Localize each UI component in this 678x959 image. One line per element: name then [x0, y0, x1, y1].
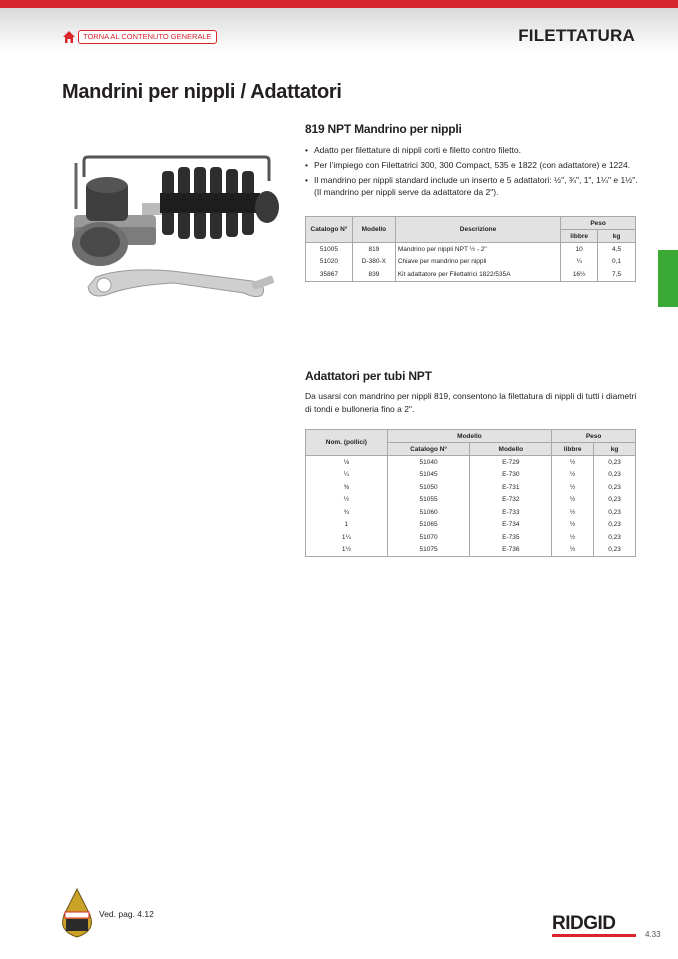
page-title: Mandrini per nippli / Adattatori	[62, 81, 342, 103]
logo-text: RIDGID	[552, 913, 616, 934]
col-header: kg	[594, 443, 636, 456]
table-row	[306, 243, 636, 256]
col-header: Catalogo N°	[306, 217, 353, 243]
ridgid-logo	[552, 913, 616, 935]
cell: 1¼	[306, 531, 388, 544]
table-row	[306, 481, 636, 494]
bullet-item	[305, 174, 640, 198]
col-header: Catalogo N°	[387, 443, 470, 456]
cell: E-734	[470, 519, 552, 532]
table-row	[306, 531, 636, 544]
product1-bullets	[305, 144, 640, 201]
cell: ½	[552, 506, 594, 519]
col-header: kg	[598, 230, 636, 243]
product2-title: Adattatori per tubi NPT	[305, 369, 432, 383]
cell: ¼	[561, 256, 598, 269]
section-title: FILETTATURA	[518, 26, 635, 45]
back-link-label[interactable]: TORNA AL CONTENUTO GENERALE	[78, 30, 217, 44]
cell: ½	[552, 481, 594, 494]
chuck-table	[305, 216, 636, 282]
cell: ⅜	[306, 481, 388, 494]
cell: 819	[352, 243, 395, 256]
cell: ½	[552, 544, 594, 557]
cell: E-735	[470, 531, 552, 544]
col-header: Peso	[561, 217, 636, 230]
cell: 10	[561, 243, 598, 256]
cell: Kit adattatore per Filettatrici 1822/535A	[395, 268, 560, 281]
cutting-oil-icon	[60, 887, 94, 939]
table-row	[306, 544, 636, 557]
bullet-item: • Per l’impiego con Filettatrici 300, 300 Compact, 535 e 1822 (con adattatore) e 1224.	[305, 159, 640, 171]
table-row	[306, 256, 636, 269]
cell: 1½	[306, 544, 388, 557]
home-icon	[62, 30, 76, 44]
cell: ¼	[306, 469, 388, 482]
cell: 16½	[561, 268, 598, 281]
page-number: 4.33	[645, 930, 661, 939]
cell: 51005	[306, 243, 353, 256]
cell: 51075	[387, 544, 470, 557]
cell: E-730	[470, 469, 552, 482]
logo-underline	[552, 934, 636, 937]
col-header: Modello	[352, 217, 395, 243]
table-row	[306, 456, 636, 469]
product2-description: Da usarsi con mandrino per nippli 819, consentono la filettatura di nippli di tutti i diametri di tondi e bulloneria fino a 2".	[305, 391, 637, 414]
table-row	[306, 494, 636, 507]
product1-title: 819 NPT Mandrino per nippli	[305, 122, 462, 136]
cell: 51055	[387, 494, 470, 507]
top-red-bar	[0, 0, 678, 8]
table-row	[306, 519, 636, 532]
cell: 0,23	[594, 531, 636, 544]
back-to-contents-link[interactable]	[62, 29, 217, 44]
cell: 0,23	[594, 481, 636, 494]
page-reference[interactable]: Ved. pag. 4.12	[99, 909, 154, 919]
col-header: libbre	[552, 443, 594, 456]
table-row	[306, 506, 636, 519]
cell: 0,23	[594, 544, 636, 557]
cell: ½	[552, 494, 594, 507]
cell: 51070	[387, 531, 470, 544]
cell: 1	[306, 519, 388, 532]
cell: E-732	[470, 494, 552, 507]
bullet-text: Il mandrino per nippli standard include un inserto e 5 adattatori: ½", ¾", 1", 1¼" e 1½".	[314, 175, 638, 185]
cell: 0,1	[598, 256, 636, 269]
cell: Chiave per mandrino per nippli	[395, 256, 560, 269]
col-header: Descrizione	[395, 217, 560, 243]
cell: ½	[552, 469, 594, 482]
cell: ½	[552, 531, 594, 544]
cell: 51020	[306, 256, 353, 269]
cell: ⅛	[306, 456, 388, 469]
cell: E-736	[470, 544, 552, 557]
cell: 0,23	[594, 494, 636, 507]
cell: 0,23	[594, 506, 636, 519]
cell: ½	[552, 456, 594, 469]
cell: 35867	[306, 268, 353, 281]
cell: 51060	[387, 506, 470, 519]
cell: E-733	[470, 506, 552, 519]
cell: E-729	[470, 456, 552, 469]
cell: 7,5	[598, 268, 636, 281]
bullet-note: (Il mandrino per nippli serve da adattatore da 2").	[314, 187, 499, 197]
cell: Mandrino per nippli NPT ½ - 2"	[395, 243, 560, 256]
chapter-tab[interactable]	[658, 250, 678, 307]
table-row	[306, 268, 636, 281]
cell: 51045	[387, 469, 470, 482]
col-header: Nom. (pollici)	[306, 430, 388, 456]
col-header: Peso	[552, 430, 636, 443]
cell: 0,23	[594, 456, 636, 469]
col-header: Modello	[470, 443, 552, 456]
nipple-chuck-image	[62, 145, 297, 305]
adapter-table	[305, 429, 636, 557]
cell: 0,23	[594, 519, 636, 532]
cell: 51065	[387, 519, 470, 532]
cell: E-731	[470, 481, 552, 494]
cell: 839	[352, 268, 395, 281]
bullet-item: • Adatto per filettature di nippli corti e filetto contro filetto.	[305, 144, 640, 156]
cell: 0,23	[594, 469, 636, 482]
cell: 51050	[387, 481, 470, 494]
cell: 4,5	[598, 243, 636, 256]
cell: ½	[552, 519, 594, 532]
col-header: Modello	[387, 430, 551, 443]
table-row	[306, 469, 636, 482]
cell: 51040	[387, 456, 470, 469]
cell: ¾	[306, 506, 388, 519]
cell: D-380-X	[352, 256, 395, 269]
cell: ½	[306, 494, 388, 507]
col-header: libbre	[561, 230, 598, 243]
